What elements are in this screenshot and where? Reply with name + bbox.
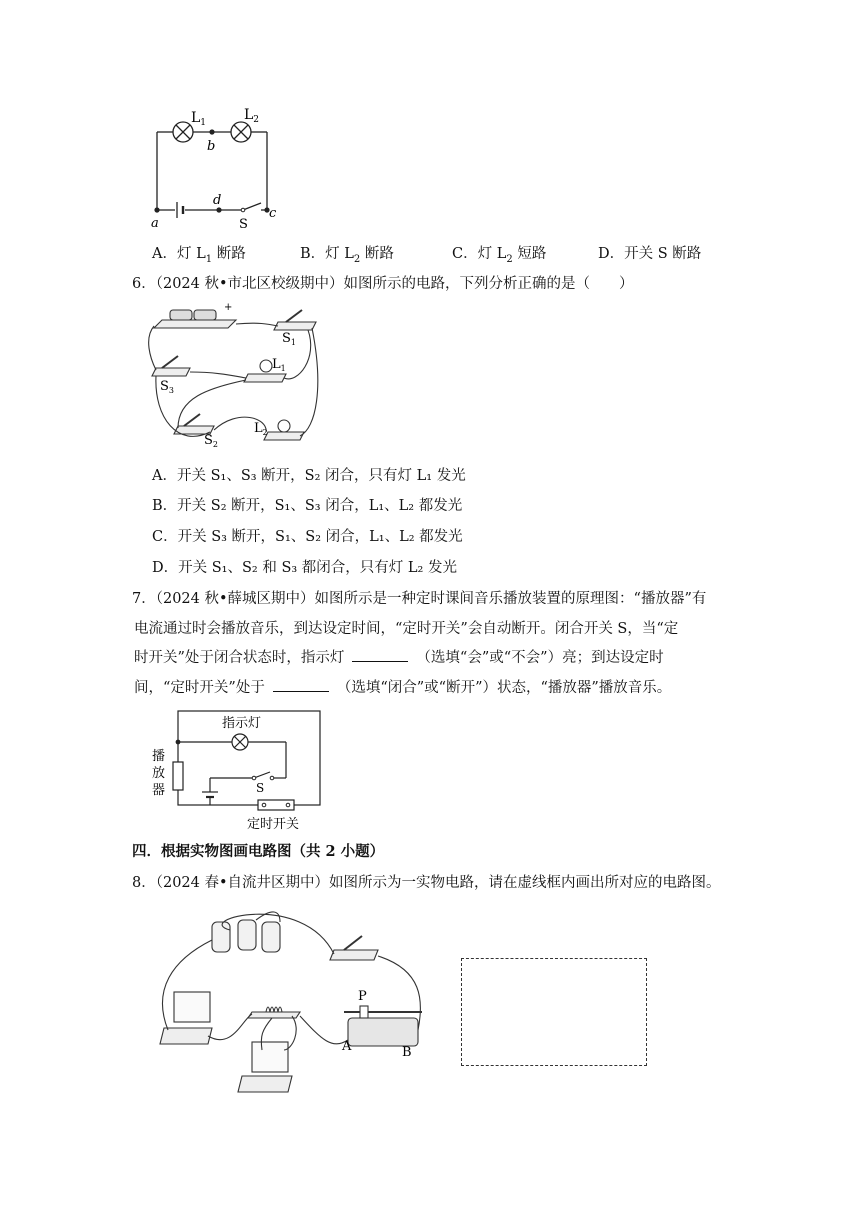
q8-answer-box[interactable] xyxy=(461,958,647,1066)
q8-label-P: P xyxy=(358,989,367,1004)
q7-line-4: 间，“定时开关”处于 （选填“闭合”或“断开”）状态，“播放器”播放音乐。 xyxy=(134,680,672,696)
q5-option-d: D．开关 S 断路 xyxy=(598,246,702,262)
q7-blank-1[interactable] xyxy=(352,649,408,662)
q7-label-S: S xyxy=(256,781,265,795)
q7-line-3: 时开关”处于闭合状态时，指示灯 （选填“会”或“不会”）亮；到达设定时 xyxy=(134,650,664,666)
q5-option-a: A．灯 $L_1$ 断路 xyxy=(152,246,246,265)
q5-label-b: b xyxy=(207,139,216,154)
q6-option-b: B．开关 S₂ 断开，S₁、S₃ 闭合，L₁、L₂ 都发光 xyxy=(152,498,463,514)
q6-label-L1: $L_1$ xyxy=(272,357,286,373)
q5-label-d: d xyxy=(213,193,222,208)
q5-label-L1: $L_1$ xyxy=(191,110,207,128)
q8-label-A: A xyxy=(342,1039,352,1054)
q5-label-L2: $L_2$ xyxy=(244,107,260,125)
q8-physical-circuit-figure xyxy=(152,900,452,1108)
q5-option-c: C．灯 $L_2$ 短路 xyxy=(452,246,547,265)
q7-label-player-2: 放 xyxy=(152,766,166,781)
q6-label-S1: $S_1$ xyxy=(282,331,296,347)
q5-option-b: B．灯 $L_2$ 断路 xyxy=(300,246,394,265)
q6-option-d: D．开关 S₁、S₂ 和 S₃ 都闭合，只有灯 L₂ 发光 xyxy=(152,560,457,576)
q6-stem: 6．（2024 秋•市北区校级期中）如图所示的电路，下列分析正确的是（ ） xyxy=(132,276,634,292)
q8-label-B: B xyxy=(402,1045,412,1060)
q5-circuit-figure xyxy=(145,100,285,230)
q7-circuit-figure xyxy=(148,708,330,832)
q6-label-plus: + xyxy=(224,302,233,313)
q7-line-1: 7．（2024 秋•薛城区期中）如图所示是一种定时课间音乐播放装置的原理图：“播放器”有 xyxy=(132,591,707,607)
q7-label-player-3: 器 xyxy=(152,783,166,798)
q7-label-player-1: 播 xyxy=(152,749,166,764)
q6-label-L2: $L_2$ xyxy=(254,421,268,437)
q7-label-lamp: 指示灯 xyxy=(222,716,262,731)
q5-label-a: a xyxy=(151,216,159,230)
q7-blank-2[interactable] xyxy=(273,679,329,692)
q6-label-S2: $S_2$ xyxy=(204,433,218,449)
q6-label-S3: $S_3$ xyxy=(160,379,174,395)
q6-physical-circuit-figure xyxy=(148,298,326,458)
q6-option-c: C．开关 S₃ 断开，S₁、S₂ 闭合，L₁、L₂ 都发光 xyxy=(152,529,463,545)
q5-label-S: S xyxy=(239,217,248,230)
q5-label-c: c xyxy=(269,206,277,221)
q7-label-timer: 定时开关 xyxy=(247,817,300,832)
q7-line-2: 电流通过时会播放音乐，到达设定时间，“定时开关”会自动断开。闭合开关 S，当“定 xyxy=(134,621,679,637)
q8-stem: 8．（2024 春•自流井区期中）如图所示为一实物电路，请在虚线框内画出所对应的电路图。 xyxy=(132,875,721,891)
q6-option-a: A．开关 S₁、S₃ 断开，S₂ 闭合，只有灯 L₁ 发光 xyxy=(152,468,466,484)
section-4-title: 四．根据实物图画电路图（共 2 小题） xyxy=(132,843,385,860)
